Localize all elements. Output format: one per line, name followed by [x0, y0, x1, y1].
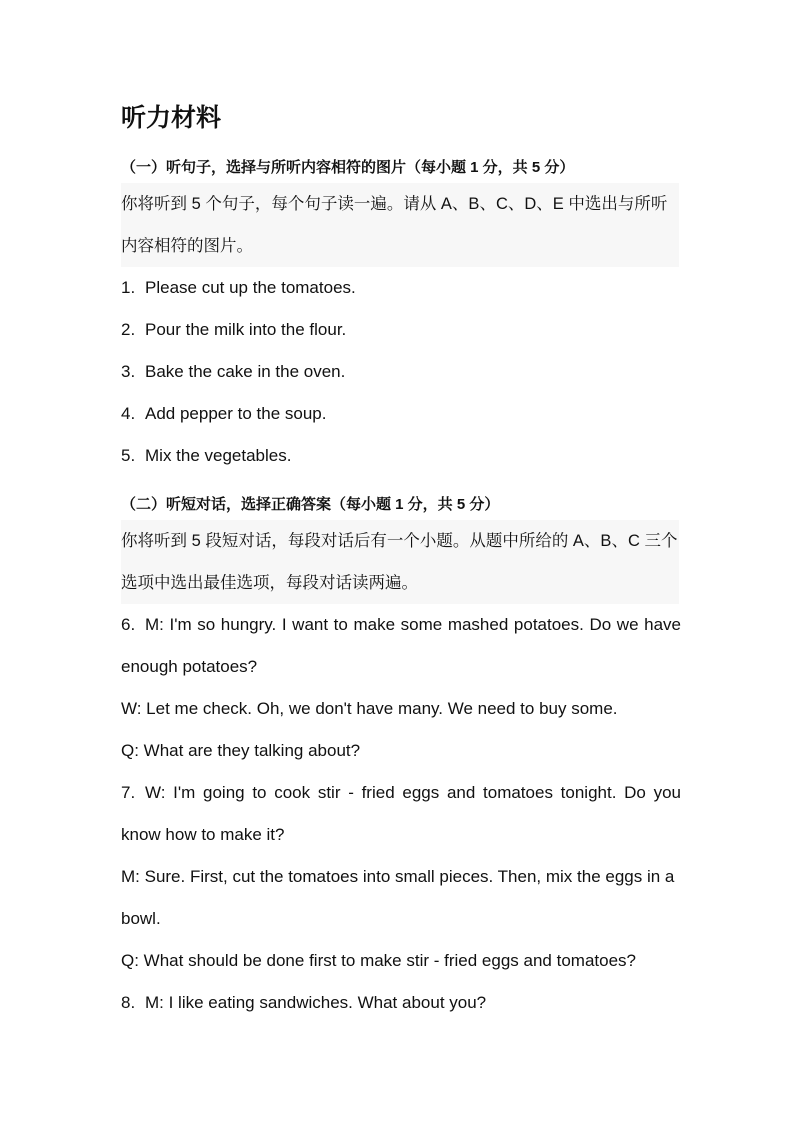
item-text: Pour the milk into the flour.: [145, 320, 347, 339]
sentence-item-1: [121, 276, 681, 300]
sentence-item-4: [121, 402, 681, 426]
item-text: Bake the cake in the oven.: [145, 362, 346, 381]
section-1-instruction: 你将听到 5 个句子，每个句子读一遍。请从 A、B、C、D、E 中选出与所听内容相符的图片。: [121, 183, 679, 267]
sentence-item-3: [121, 360, 681, 384]
dialogue-7-line-1: [121, 781, 681, 805]
item-number: 6.: [121, 615, 136, 634]
dialogue-6-line-2: enough potatoes?: [121, 657, 258, 676]
section-2-heading: （二）听短对话，选择正确答案（每小题 1 分，共 5 分）: [121, 496, 500, 513]
dialogue-6-woman: W: Let me check. Oh, we don't have many. We need to buy some.: [121, 699, 618, 718]
item-text: Mix the vegetables.: [145, 446, 292, 465]
item-number: 2.: [121, 320, 136, 339]
item-number: 5.: [121, 446, 136, 465]
sentence-item-5: [121, 444, 681, 468]
item-number: 4.: [121, 404, 136, 423]
item-text: Please cut up the tomatoes.: [145, 278, 356, 297]
item-number: 7.: [121, 783, 136, 802]
dialogue-8-line-1: [121, 991, 681, 1015]
section-2-instruction: 你将听到 5 段短对话，每段对话后有一个小题。从题中所给的 A、B、C 三个选项中选出最佳选项，每段对话读两遍。: [121, 520, 679, 604]
dialogue-7-man-line-1: M: Sure. First, cut the tomatoes into small pieces. Then, mix the eggs in a: [121, 867, 675, 886]
dialogue-6-line-1: [121, 613, 681, 637]
item-number: 3.: [121, 362, 136, 381]
item-text: Add pepper to the soup.: [145, 404, 327, 423]
item-number: 1.: [121, 278, 136, 297]
section-1-heading: （一）听句子，选择与所听内容相符的图片（每小题 1 分，共 5 分）: [121, 159, 575, 176]
page-title: 听力材料: [121, 104, 222, 132]
sentence-item-2: [121, 318, 681, 342]
dialogue-text: W: I'm going to cook stir - fried eggs and tomatoes tonight. Do you: [145, 783, 681, 802]
dialogue-6-question: Q: What are they talking about?: [121, 741, 361, 760]
dialogue-7-question: Q: What should be done first to make stir - fried eggs and tomatoes?: [121, 951, 636, 970]
dialogue-text: M: I'm so hungry. I want to make some mashed potatoes. Do we have: [145, 615, 681, 634]
dialogue-7-man-line-2: bowl.: [121, 909, 161, 928]
item-number: 8.: [121, 993, 136, 1012]
dialogue-7-line-2: know how to make it?: [121, 825, 285, 844]
dialogue-text: M: I like eating sandwiches. What about you?: [145, 993, 487, 1012]
